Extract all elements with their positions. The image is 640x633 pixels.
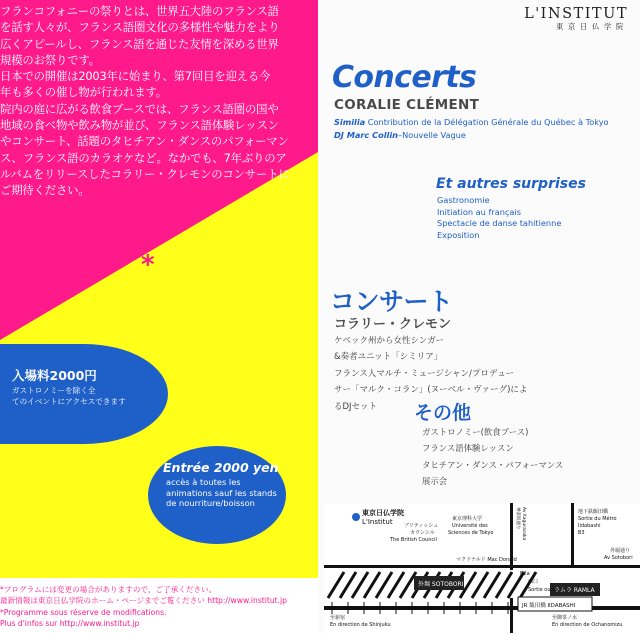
intro-line: ルバムをリリースしたコラリー・クレモンのコンサートに [0, 166, 290, 181]
dj-line [334, 130, 466, 140]
footnotes [0, 584, 318, 630]
list-item: Initiation au français [437, 206, 521, 217]
admission-desc-fr [166, 477, 276, 509]
road-kagurazaka [510, 503, 513, 633]
map-univ-jp: 東京理科大学 [452, 516, 483, 522]
list-item: Exposition [437, 229, 480, 240]
map-jr: JR 飯田橋 IIDABASHI [522, 603, 576, 609]
admission-desc-jp [12, 385, 126, 407]
map-exit-fr: Sortie ouest [528, 587, 559, 593]
desc-line: フランス人マルチ・ミュージシャン/プロデュー [334, 368, 515, 379]
map-sotobori-label: 外堀 SOTOBORI [418, 581, 464, 588]
admission-badge-fr [148, 446, 286, 544]
list-item: Gastronomie [437, 195, 490, 205]
desc-line: るDJセット [334, 401, 378, 412]
map-sotobori-jp: 外堀通り [610, 548, 631, 554]
intro-line: 地域の食べ物や飲み物が並び、フランス語体験レッスン [0, 118, 279, 133]
institut-marker-icon [352, 513, 360, 521]
railway-line [324, 606, 640, 610]
admission-line: accès à toutes les [166, 477, 241, 487]
map-metro-fr1: Sortie du Métro [578, 516, 617, 522]
admission-title-fr: Entrée 2000 yen [163, 460, 279, 475]
list-item: ガストロノミー(飲食ブース) [422, 427, 529, 437]
map-exit-jp: 西口 [528, 579, 539, 585]
intro-line: 規模のお祭りです。 [0, 52, 100, 67]
similia-desc: Contribution de la Délégation Générale du Québec à Tokyo [365, 117, 609, 127]
dj-desc: –Nouvelle Vague [398, 130, 466, 140]
intro-line: ス、フランス語のカラオケなど。なかでも、7年ぶりのア [0, 150, 287, 165]
map-ramla: ラムラ RAMLA [554, 587, 595, 594]
map-mcdo: マクドナルド Mac Donald [456, 557, 517, 563]
map-sotobori-fr: Av Sotobori [604, 555, 633, 561]
map-shinjuku-fr: En direction de Shinjuku [330, 622, 391, 628]
others-list-jp [422, 424, 563, 490]
similia-name: Similia [334, 117, 366, 127]
intro-line: フランコフォニーの祭りとは、世界五大陸のフランス語 [0, 4, 279, 18]
autres-heading: Et autres surprises [436, 176, 586, 192]
intro-line: ご期待ください。 [0, 183, 90, 198]
intro-line: 年も多くの催し物が行われます。 [0, 85, 167, 100]
intro-line: 日本での開催は2003年に始まり、第7回目を迎える今 [0, 69, 271, 84]
map-british-jp: ブリティッシュ [404, 523, 439, 529]
list-item: 展示会 [422, 476, 448, 487]
footnote-line: *Programme sous réserve de modifications. [0, 607, 167, 617]
desc-line: サー「マルク・コラン」(ヌーベル・ヴァーグ)によ [334, 385, 528, 396]
asterisk-icon: * [141, 250, 155, 280]
admission-badge-jp [0, 344, 168, 444]
footnote-line: 最新情報は東京日仏学院のホーム・ページまでご覧ください http://www.institut.jp [0, 596, 287, 606]
intro-line: やコンサート、話題のタヒチアン・ダンスのパフォーマン [0, 134, 289, 149]
map-institut-fr: L'Institut [362, 518, 393, 526]
map-univ-fr2: Sciences de Tokyo [448, 530, 494, 536]
map-british-jp2: カウンシル [410, 530, 435, 536]
artist-name-jp: コラリー・クレモン [334, 317, 452, 332]
map-metro-jp: 地下鉄飯田橋 [578, 509, 609, 515]
map-b2a: B2a [520, 571, 530, 577]
admission-line: de nourriture/boisson [166, 498, 255, 508]
map-institut-jp: 東京日仏学院 [362, 509, 404, 517]
right-panel [324, 0, 640, 633]
map-ochanomizu-jp: 至御茶ノ水 [552, 615, 578, 621]
institut-logo [524, 6, 628, 32]
others-heading-jp: その他 [414, 402, 472, 424]
list-item: Spectacle de danse tahitienne [437, 218, 562, 229]
map-british-fr: The British Council [390, 537, 437, 543]
map-ochanomizu-fr: En direction de Ochanomizu [552, 622, 623, 628]
logo-name: L'INSTITUT [524, 6, 628, 22]
list-item: フランス語体験レッスン [422, 443, 514, 454]
logo-subtitle: 東京日仏学院 [556, 22, 628, 31]
road-north [571, 503, 574, 565]
autres-list [437, 195, 561, 241]
intro-text [0, 3, 312, 199]
road-sotobori [324, 565, 640, 568]
dj-name: DJ Marc Collin [334, 130, 398, 140]
admission-title-jp: 入場料2000円 [12, 368, 97, 383]
map-univ-fr1: Université des [452, 523, 488, 529]
admission-line: てのイベントにアクセスできます [12, 397, 126, 406]
map-metro-fr2: Iidabashi [578, 523, 601, 529]
access-map [324, 503, 640, 633]
map-shinjuku-jp: 至新宿 [330, 615, 346, 621]
list-item: タヒチアン・ダンス・パフォーマンス [422, 459, 564, 470]
intro-line: 院内の庭に広がる飲食ブースでは、フランス語圏の国や [0, 101, 279, 116]
artist-name: CORALIE CLÉMENT [334, 97, 480, 113]
map-metro-exit: B3 [578, 530, 585, 536]
map-kagurazaka-fr: Av Kagurazaka [521, 507, 526, 541]
map-kagurazaka-jp: 神楽坂通り [515, 507, 520, 530]
intro-line: 広くアピールし、フランス語を通じた友情を深める世界 [0, 36, 279, 51]
admission-line: ガストロノミーを除く全 [12, 386, 96, 395]
desc-line: ケベック州から女性シンガー [334, 336, 445, 346]
desc-line: &奏者ユニット「シミリア」 [334, 352, 443, 363]
intro-line: を話す人々が、フランス語圏文化の多様性や魅力をより [0, 20, 280, 35]
admission-line: animations sauf les stands [166, 487, 277, 498]
left-panel [0, 0, 318, 633]
footnote-line: *プログラムには変更の場合がありますので、ご了承ください。 [0, 585, 217, 594]
concerts-heading: Concerts [332, 60, 477, 95]
concert-heading-jp: コンサート [330, 287, 453, 316]
footnote-line: Plus d'infos sur http://www.institut.jp [0, 619, 140, 629]
similia-line [334, 117, 609, 127]
